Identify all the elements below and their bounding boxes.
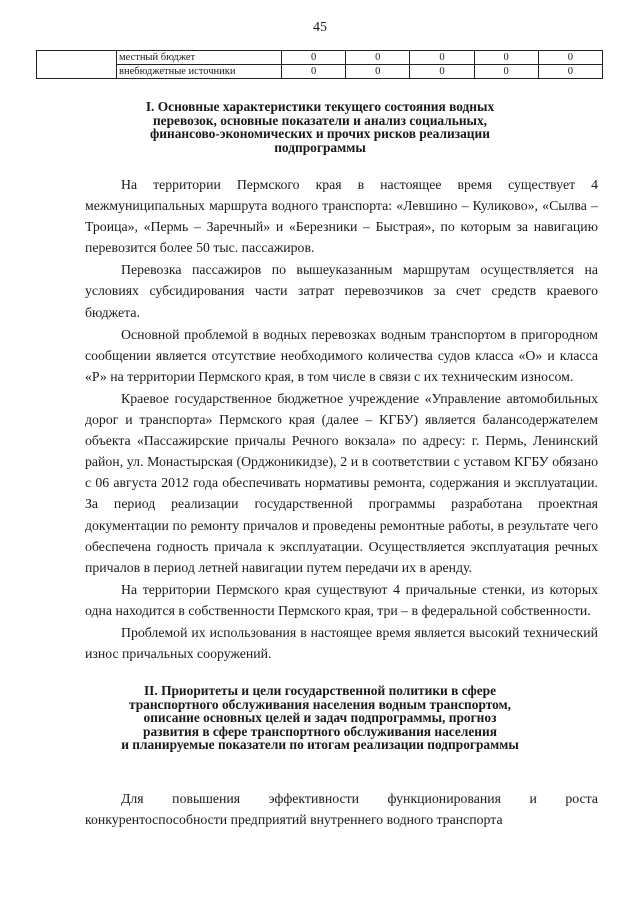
section-title-line: описание основных целей и задач подпрограммы, прогноз [143,710,497,726]
table-empty-cell [37,51,117,79]
section-title-line: развития в сфере транспортного обслуживания населения [143,723,497,739]
page-number: 45 [313,20,327,35]
table-cell: 0 [410,65,474,79]
paragraph: На территории Пермского края в настоящее время существует 4 межмуниципальных маршрута водного транспорта: «Левшино – Куликово», «Сылва – Троица», «Пермь – Заречный» и «Березники – Быстрая», по которым за навигацию перевозится более 50 тыс. пассажиров. [85,177,598,256]
table-cell: 0 [346,51,410,65]
budget-table [36,50,603,79]
section-1-body [85,174,598,664]
section-title-line: перевозок, основные показатели и анализ социальных, [152,112,488,128]
paragraph: Проблемой их использования в настоящее время является высокий технический износ причальных сооружений. [85,624,598,662]
section-title-line: транспортного обслуживания населения водным транспортом, [128,696,512,712]
table-cell: 0 [410,51,474,65]
table-row [37,65,603,79]
section-title-line: I. Основные характеристики текущего состояния водных [145,99,495,114]
paragraph: На территории Пермского края существуют 4 причальные стенки, из которых одна находится в собственности Пермского края, три – в федеральной собственности. [85,581,598,618]
table-row-label: внебюджетные источники [117,65,282,79]
table-cell: 0 [282,51,346,65]
table-cell: 0 [538,65,602,79]
paragraph: Перевозка пассажиров по вышеуказанным маршрутам осуществляется на условиях субсидирования части затрат перевозчиков за счет средств краевого бюджета. [85,262,598,320]
table-cell: 0 [538,51,602,65]
table-row-label: местный бюджет [117,51,282,65]
table-cell: 0 [474,65,538,79]
paragraph: Основной проблемой в водных перевозках водным транспортом в пригородном сообщении является отсутствие необходимого количества судов класса «О» и класса «Р» на территории Пермского края, в том числе в связи с их техническим износом. [85,326,598,384]
table-cell: 0 [282,65,346,79]
section-title-line: II. Приоритеты и цели государственной политики в сфере [143,683,497,698]
table-cell: 0 [474,51,538,65]
section-title-line: подпрограммы [274,139,366,155]
section-title-line: и планируемые показатели по итогам реализации подпрограммы [121,737,519,753]
section-2-title [0,684,640,752]
section-title-line: финансово-экономических и прочих рисков реализации [150,126,490,142]
paragraph: Для повышения эффективности функционирования и роста конкурентоспособности предприятий внутреннего водного транспорта [85,791,598,828]
table-cell: 0 [346,65,410,79]
paragraph: Краевое государственное бюджетное учреждение «Управление автомобильных дорог и транспорта» Пермского края (далее – КГБУ) является балансодержателем объекта «Пассажирские причалы Речного вокзала» по адресу: г. Пермь, Ленинский район, ул. Монастырская (Орджоникидзе), 2 и в соответствии с уставом КГБУ обязано с 06 августа 2012 года обеспечивать нормативы ремонта, содержания и эксплуатации. За период реализации государственной программы разработана проектная документации по ремонту причалов и проведены ремонтные работы, в результате чего обеспечена годность причала к эксплуатации. Осуществляется эксплуатация речных причалов в период летней навигации путем передачи их в аренду. [85,390,598,575]
table-row [37,51,603,65]
section-1-title [0,100,640,154]
section-2-body [85,788,598,830]
